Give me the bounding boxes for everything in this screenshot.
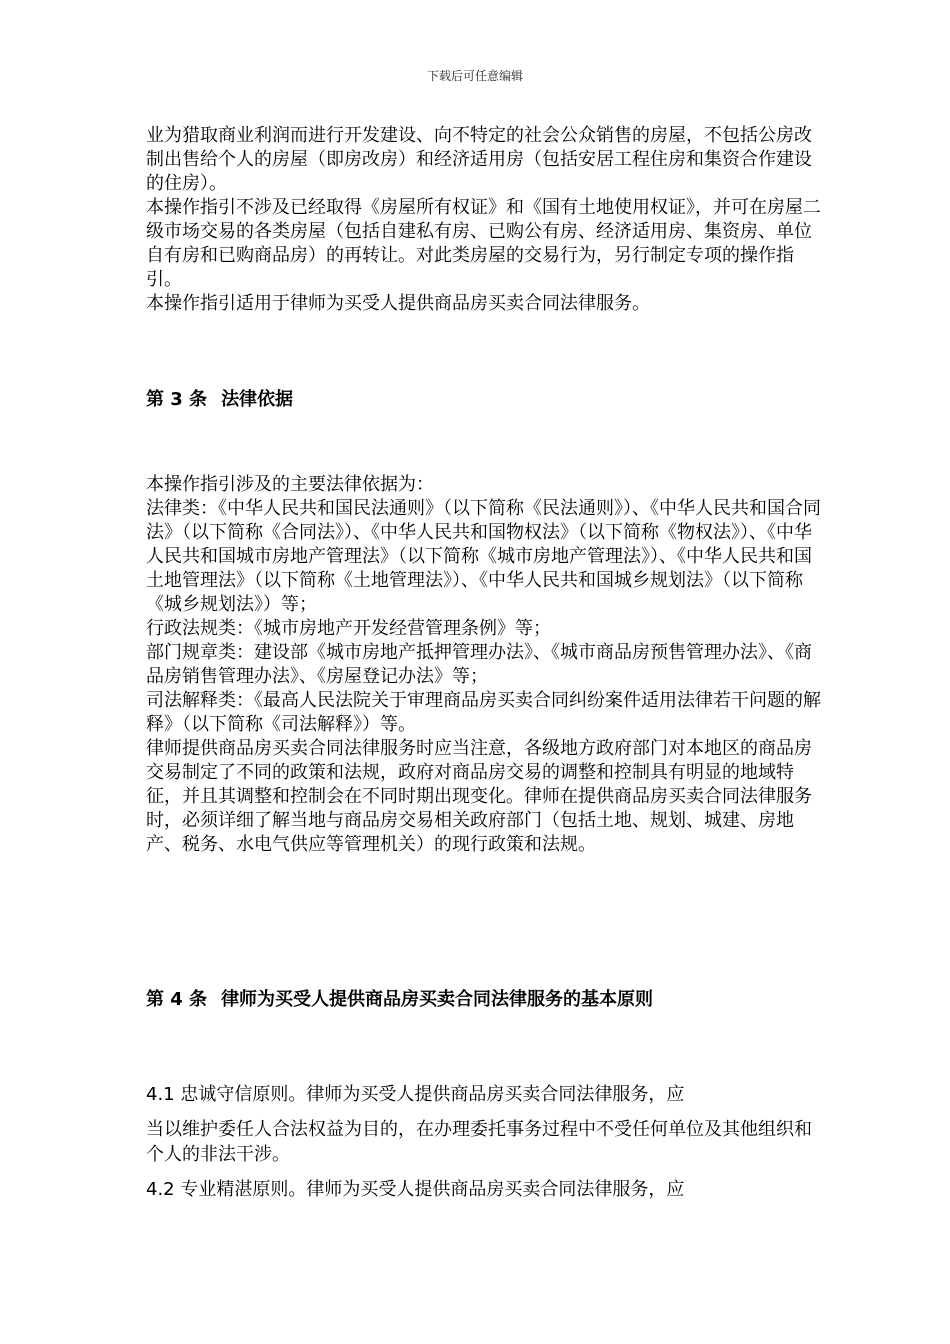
section-4-1-continuation: 当以维护委任人合法权益为目的，在办理委托事务过程中不受任何单位及其他组织和个人的非法干涉。 — [146, 1119, 812, 1165]
section-4-title: 律师为买受人提供商品房买卖合同法律服务的基本原则 — [221, 989, 654, 1010]
section-3-paragraph-rules: 部门规章类：建设部《城市房地产抵押管理办法》、《城市商品房预售管理办法》、《商品房销售管理办法》、《房屋登记办法》等； — [146, 642, 812, 687]
page-header: 下载后可任意编辑 — [426, 69, 523, 83]
intro-block — [146, 124, 826, 316]
section-3-body — [146, 473, 826, 857]
section-4-heading — [146, 985, 653, 1011]
intro-paragraph-3: 本操作指引适用于律师为买受人提供商品房买卖合同法律服务。 — [146, 293, 650, 314]
section-3-number: 第 3 条 — [146, 389, 208, 410]
section-4-1-line-1: 4.1 忠诚守信原则。律师为买受人提供商品房买卖合同法律服务，应 — [146, 1084, 685, 1105]
section-3-paragraph-notice: 律师提供商品房买卖合同法律服务时应当注意，各级地方政府部门对本地区的商品房交易制定了不同的政策和法规，政府对商品房交易的调整和控制具有明显的地域特征，并且其调整和控制会在不同时期出现变化。律师在提供商品房买卖合同法律服务时，必须详细了解当地与商品房交易相关政府部门（包括土地、规划、城建、房地产、税务、水电气供应等管理机关）的现行政策和法规。 — [146, 738, 812, 855]
intro-paragraph-2: 本操作指引不涉及已经取得《房屋所有权证》和《国有土地使用权证》，并可在房屋二级市场交易的各类房屋（包括自建私有房、已购公有房、经济适用房、集资房、单位自有房和已购商品房）的再转让。对此类房屋的交易行为，另行制定专项的操作指引。 — [146, 197, 821, 290]
section-3-heading — [146, 385, 293, 411]
intro-paragraph-1: 业为猎取商业利润而进行开发建设、向不特定的社会公众销售的房屋，不包括公房改制出售给个人的房屋（即房改房）和经济适用房（包括安居工程住房和集资合作建设的住房）。 — [146, 125, 812, 194]
section-4-body — [146, 1082, 826, 1202]
section-3-paragraph-laws: 法律类：《中华人民共和国民法通则》（以下简称《民法通则》）、《中华人民共和国合同法》（以下简称《合同法》）、《中华人民共和国物权法》（以下简称《物权法》）、《中华人民共和国城市房地产管理法》（以下简称《城市房地产管理法》）、《中华人民共和国土地管理法》（以下简称《土地管理法》）、《中华人民共和国城乡规划法》（以下简称《城乡规划法》）等； — [146, 498, 821, 615]
section-4-2-line-1: 4.2 专业精湛原则。律师为买受人提供商品房买卖合同法律服务，应 — [146, 1179, 685, 1200]
section-3-paragraph-regulations: 行政法规类：《城市房地产开发经营管理条例》等； — [146, 618, 551, 639]
section-4-number: 第 4 条 — [146, 989, 208, 1010]
section-3-title: 法律依据 — [221, 389, 294, 410]
section-3-paragraph-intro: 本操作指引涉及的主要法律依据为： — [146, 474, 434, 495]
section-3-paragraph-interpretations: 司法解释类：《最高人民法院关于审理商品房买卖合同纠纷案件适用法律若干问题的解释》（以下简称《司法解释》）等。 — [146, 690, 821, 735]
